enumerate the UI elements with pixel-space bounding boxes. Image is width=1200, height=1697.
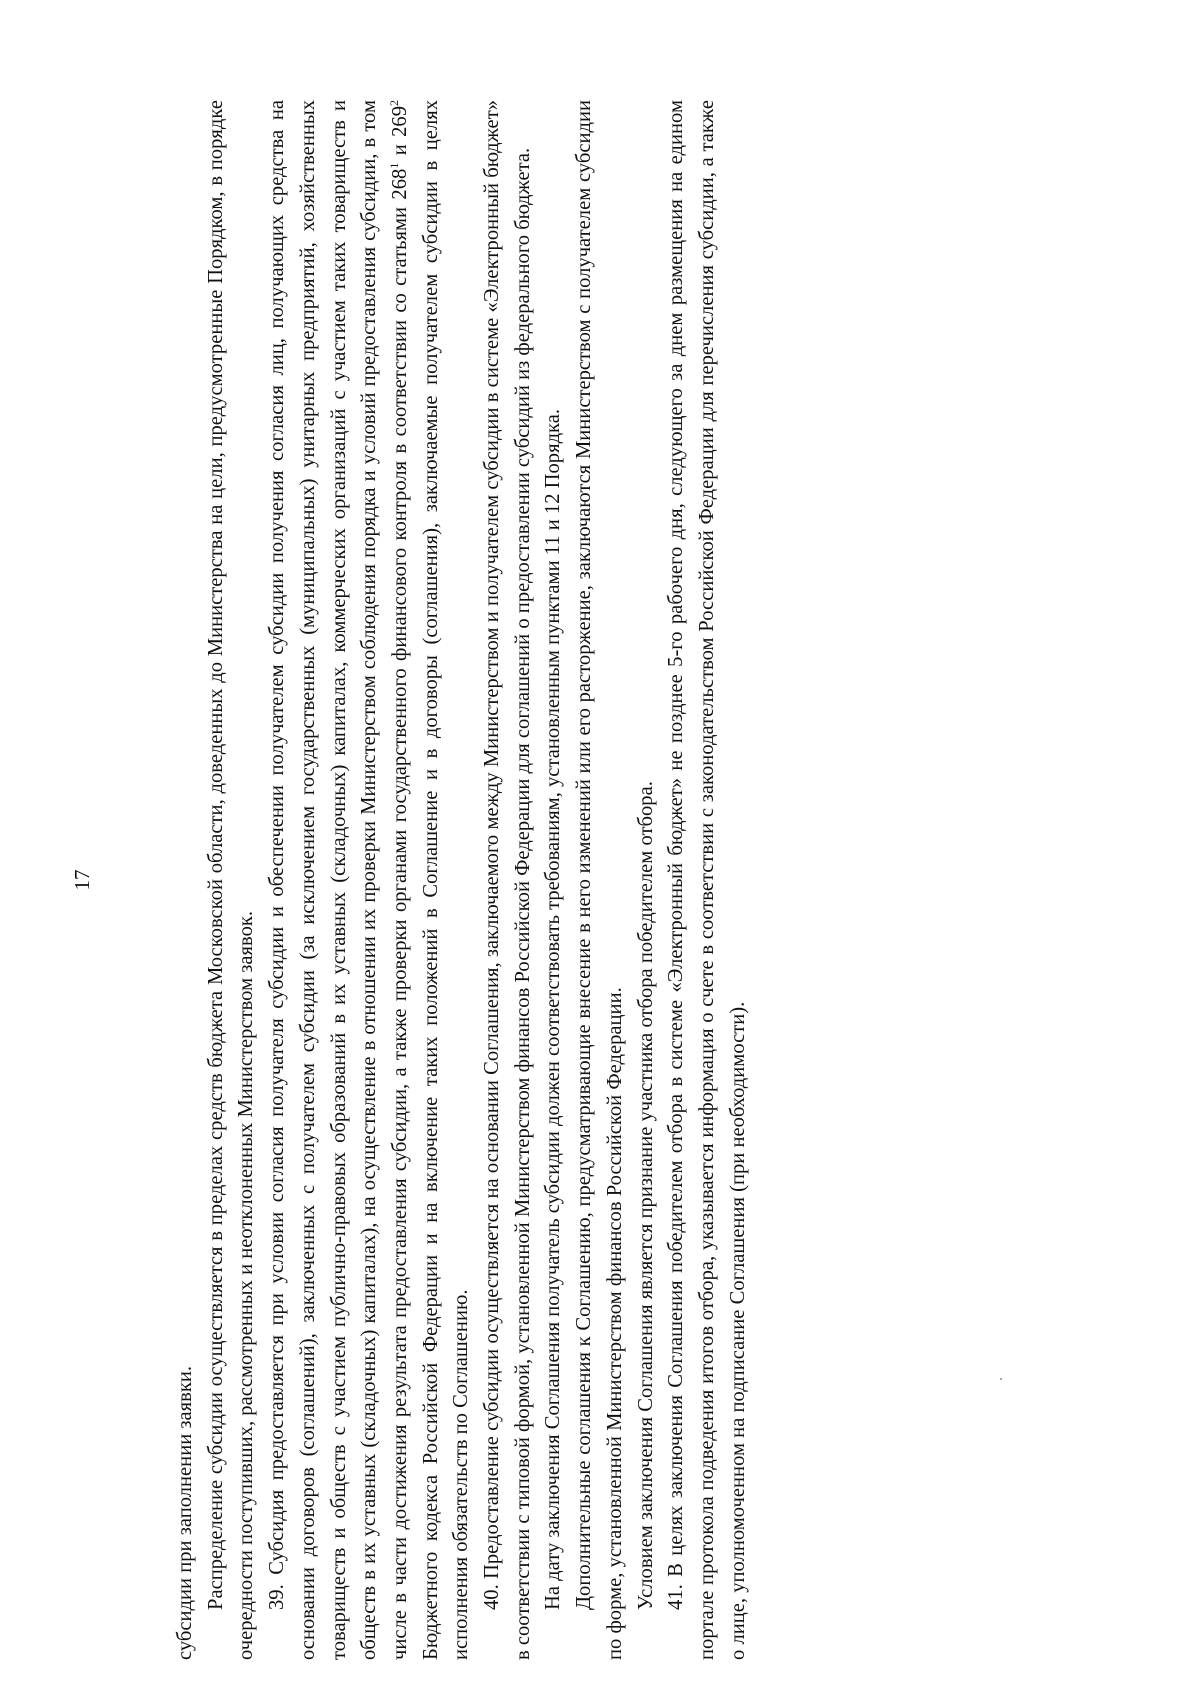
superscript-2: 2 bbox=[386, 100, 401, 106]
paragraph-agreement-condition: Условием заключения Соглашения является признание участника отбора победителем отбора. bbox=[634, 781, 657, 1610]
paragraph-continuation: субсидии при заполнении заявки. bbox=[174, 1365, 196, 1660]
paragraph-item-39 bbox=[262, 100, 477, 1660]
paragraph-item-39-text-a: 39. Субсидия предоставляется при условии согласия получателя субсидии и обеспечении получателем субсидии получения согласия лиц, получающих средства на основании договоров (соглашений), заключенных с получателем субсидии (за исключением государственных (муниципальных) унитарных предприятий, хозяйственных товариществ и обществ с участием публично-правовых образований в их уставных (складочных) капиталах, коммерческих организаций с участием таких товариществ и обществ в их уставных (складочных) капиталах), на осуществление в отношении их проверки Министерством соблюдения порядка и условий предоставления субсидии, в том числе в части достижения результата предоставления субсидии, а также проверки органами государственного финансового контроля в соответствии со статьями 268 bbox=[266, 100, 411, 1660]
page-number: 17 bbox=[70, 869, 94, 891]
paragraph-item-39-text-b: и 269 bbox=[388, 106, 411, 163]
paragraph-additional-agreements: Дополнительные соглашения к Соглашению, предусматривающие внесение в него изменений или его расторжение, заключаются Министерством с получателем субсидии по форме, установленной Министерством финансов Российской Федерации. bbox=[573, 100, 626, 1660]
paragraph-agreement-date: На дату заключения Соглашения получатель субсидии должен соответствовать требованиям, установленным пунктами 11 и 12 Порядка. bbox=[542, 408, 565, 1610]
rotated-text-frame bbox=[70, 100, 1070, 1660]
paragraph-item-39-text-c: Бюджетного кодекса Российской Федерации и на включение таких положений в Соглашение и в договоры (соглашения), заключаемые получателем субсидии в целях исполнения обязательств по Соглашению. bbox=[419, 100, 473, 1660]
paragraph-subsidy-distribution: Распределение субсидии осуществляется в пределах средств бюджета Московской области, доведенных до Министерства на цели, предусмотренные Порядком, в порядке очередности поступивших, рассмотренных и неотклоненных Министерством заявок. bbox=[204, 100, 258, 1660]
superscript-1: 1 bbox=[386, 162, 401, 169]
paragraph-item-40: 40. Предоставление субсидии осуществляется на основании Соглашения, заключаемого между Министерством и получателем субсидии в системе «Электронный бюджет» в соответствии с типовой формой, установленной Министерством финансов Российской Федерации для соглашений о предоставлении субсидий из федерального бюджета. bbox=[481, 100, 534, 1660]
paragraph-item-41: 41. В целях заключения Соглашения победителем отбора в системе «Электронный бюджет» не позднее 5-го рабочего дня, следующего за днем размещения на едином портале протокола подведения итогов отбора, указывается информация о счете в соответствии с законодательством Российской Федерации для перечисления субсидии, а также о лице, уполномоченном на подписание Соглашения (при необходимости). bbox=[665, 100, 749, 1660]
